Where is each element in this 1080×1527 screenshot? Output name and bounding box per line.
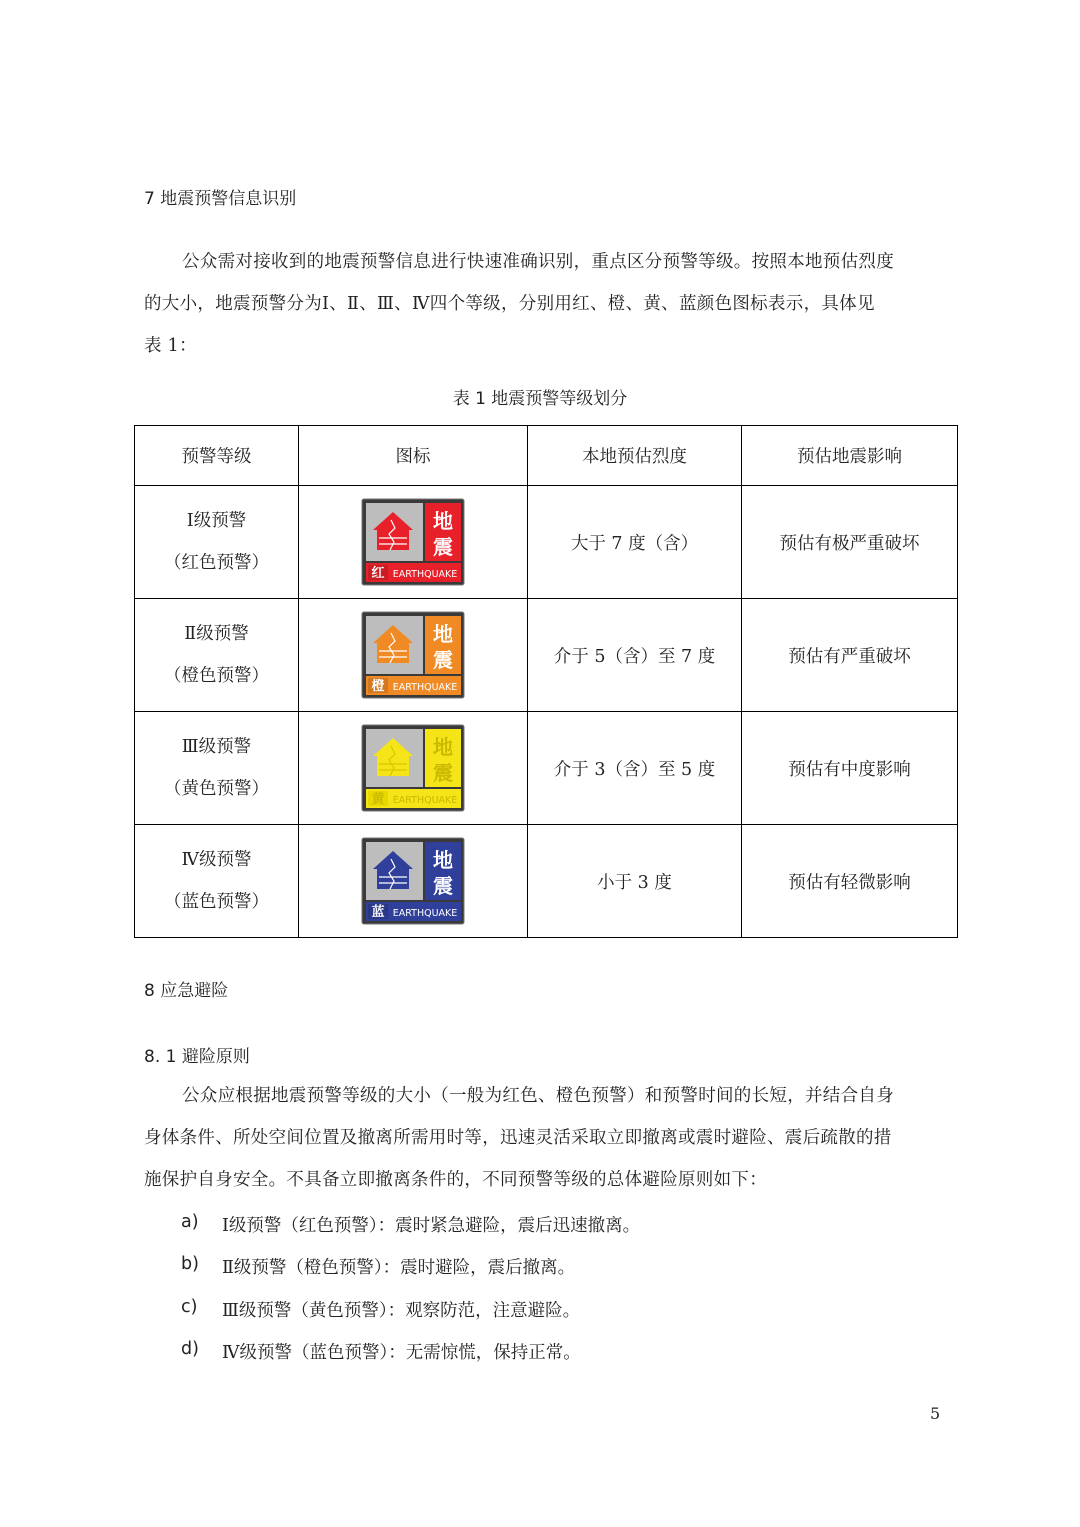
icon-earthquake-label: EARTHQUAKE [392,569,458,580]
icon-color-char: 红 [371,566,385,581]
level-name: Ⅱ级预警 [184,624,249,644]
earthquake-warning-icon [299,498,527,586]
icon-earthquake-label: EARTHQUAKE [392,795,458,806]
earthquake-icon-graphic [361,611,465,699]
page-number: 5 [930,1404,941,1423]
header-cell: 预警等级 [135,426,299,486]
impact-cell: 预估有轻微影响 [742,825,958,938]
icon-cell [299,825,528,938]
icon-title-top: 地 [433,509,453,533]
list-marker: c) [181,1297,198,1317]
icon-color-char: 黄 [371,792,385,807]
icon-title-top: 地 [433,622,453,646]
icon-title-bottom: 震 [433,535,453,559]
icon-earthquake-label: EARTHQUAKE [392,682,458,693]
section-8-para-line-2: 身体条件、所处空间位置及撤离所需用时等，迅速灵活采取立即撤离或震时避险、震后疏散的措 [144,1128,892,1148]
header-cell: 图标 [299,426,528,486]
table-row [135,599,958,712]
list-marker: b) [181,1254,199,1274]
icon-title-top: 地 [433,848,453,872]
level-cell [135,712,299,825]
level-name: Ⅳ级预警 [181,850,252,870]
icon-title-bottom: 震 [433,874,453,898]
section-8-para-line-1: 公众应根据地震预警等级的大小（一般为红色、橙色预警）和预警时间的长短，并结合自身 [182,1086,894,1106]
earthquake-icon-graphic [361,837,465,925]
intensity-cell: 大于 7 度（含） [528,486,742,599]
level-cell [135,825,299,938]
section-7-para-line-1: 公众需对接收到的地震预警信息进行快速准确识别，重点区分预警等级。按照本地预估烈度 [182,252,894,272]
intensity-cell: 介于 5（含）至 7 度 [528,599,742,712]
table-row [135,825,958,938]
list-text: Ⅱ级预警（橙色预警）：震时避险，震后撤离。 [222,1258,576,1278]
level-color-name: （黄色预警） [164,779,269,799]
list-text: Ⅳ级预警（蓝色预警）：无需惊慌，保持正常。 [222,1343,581,1363]
header-cell: 预估地震影响 [742,426,958,486]
section-8-heading: 8 应急避险 [144,981,229,1001]
header-cell: 本地预估烈度 [528,426,742,486]
impact-cell: 预估有中度影响 [742,712,958,825]
level-color-name: （蓝色预警） [164,892,269,912]
section-7-para-line-2: 的大小，地震预警分为Ⅰ、Ⅱ、Ⅲ、Ⅳ四个等级，分别用红、橙、黄、蓝颜色图标表示，具体见 [144,294,875,314]
icon-title-bottom: 震 [433,761,453,785]
earthquake-warning-icon [299,724,527,812]
list-marker: a) [181,1212,199,1232]
warning-level-table [134,425,958,938]
section-8-1-heading: 8. 1 避险原则 [144,1047,250,1067]
impact-cell: 预估有严重破坏 [742,599,958,712]
icon-cell [299,599,528,712]
table-row [135,712,958,825]
list-text: Ⅰ级预警（红色预警）：震时紧急避险，震后迅速撤离。 [222,1216,641,1236]
intensity-cell: 小于 3 度 [528,825,742,938]
icon-title-top: 地 [433,735,453,759]
impact-cell: 预估有极严重破坏 [742,486,958,599]
section-7-para-line-3: 表 1： [144,336,197,356]
level-color-name: （橙色预警） [164,666,269,686]
icon-color-char: 蓝 [371,905,385,920]
table-caption: 表 1 地震预警等级划分 [452,389,628,409]
section-7-heading: 7 地震预警信息识别 [144,189,297,209]
level-color-name: （红色预警） [164,553,269,573]
earthquake-warning-icon [299,837,527,925]
level-name: Ⅲ级预警 [181,737,252,757]
table-row [135,486,958,599]
icon-cell [299,486,528,599]
earthquake-icon-graphic [361,724,465,812]
level-name: Ⅰ级预警 [186,511,247,531]
earthquake-warning-icon [299,611,527,699]
list-text: Ⅲ级预警（黄色预警）：观察防范，注意避险。 [222,1301,581,1321]
level-cell [135,486,299,599]
intensity-cell: 介于 3（含）至 5 度 [528,712,742,825]
icon-cell [299,712,528,825]
earthquake-icon-graphic [361,498,465,586]
list-marker: d) [181,1339,199,1359]
level-cell [135,599,299,712]
icon-title-bottom: 震 [433,648,453,672]
icon-earthquake-label: EARTHQUAKE [392,908,458,919]
icon-color-char: 橙 [371,679,385,694]
section-8-para-line-3: 施保护自身安全。不具备立即撤离条件的，不同预警等级的总体避险原则如下： [144,1170,767,1190]
table-header-row [135,426,958,486]
